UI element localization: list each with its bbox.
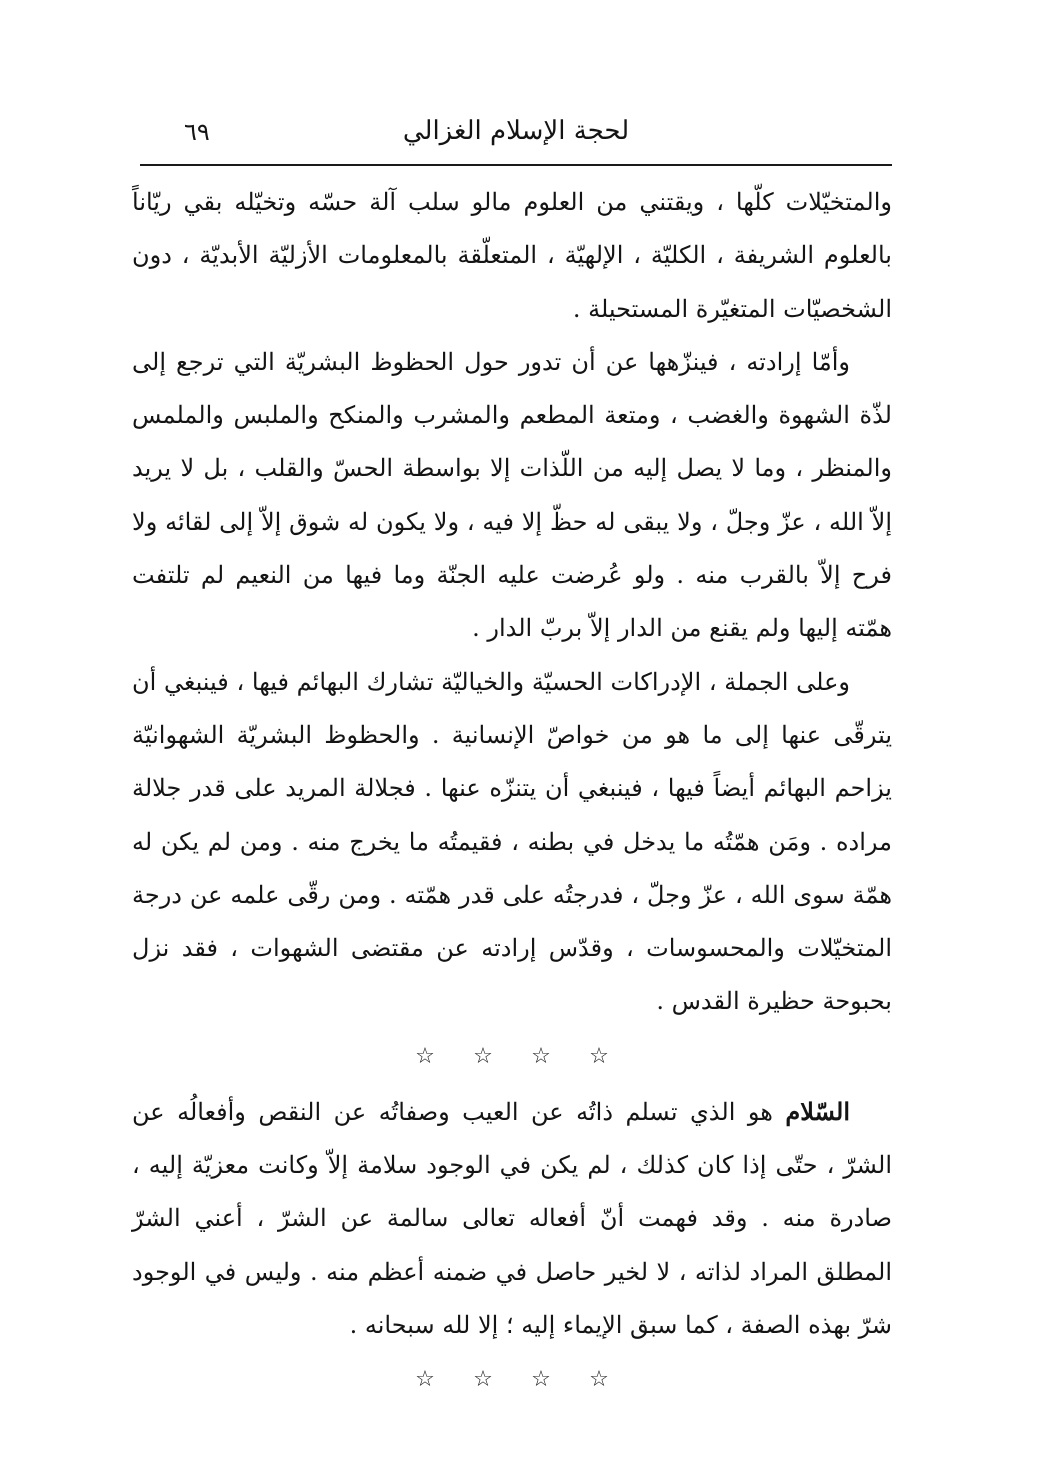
star-icon: ☆ [531, 1367, 551, 1393]
star-icon: ☆ [589, 1367, 609, 1393]
running-header [140, 112, 892, 158]
star-icon: ☆ [589, 1043, 609, 1069]
header-title: لحجة الإسلام الغزالي [402, 116, 630, 146]
al-salam-definition: هو الذي تسلم ذاتُه عن العيب وصفاتُه عن النقص وأفعالُه عن الشرّ ، حتّى إذا كان كذلك ، لم يكن في الوجود سلامة إلاّ وكانت معزيّة إليه ، صادرة منه . وقد فهمت أنّ أفعاله تعالى سالمة عن الشرّ ، أعني الشرّ المطلق المراد لذاته ، لا لخير حاصل في ضمنه أعظم منه . وليس في الوجود شرّ بهذه الصفة ، كما سبق الإيماء إليه ؛ إلا لله سبحانه . [132, 1097, 892, 1339]
divine-name-term: السّلام [785, 1096, 850, 1126]
star-icon: ☆ [473, 1367, 493, 1393]
paragraph-intellect-continuation: والمتخيّلات كلّها ، ويقتني من العلوم مالو سلب آلة حسّه وتخيّله بقي ريّاناً بالعلوم الشريفة ، الكليّة ، الإلهيّة ، المتعلّقة بالمعلومات الأزليّة الأبديّة ، دون الشخصيّات المتغيّرة المستحيلة . [132, 188, 892, 323]
star-icon: ☆ [531, 1043, 551, 1069]
star-icon: ☆ [415, 1367, 435, 1393]
star-icon: ☆ [473, 1043, 493, 1069]
header-rule [140, 164, 892, 166]
star-separator-2 [132, 1352, 892, 1408]
paragraph-al-salam [132, 1085, 892, 1352]
paragraph-will: وأمّا إرادته ، فينزّهها عن أن تدور حول الحظوظ البشريّة التي ترجع إلى لذّة الشهوة والغضب ، ومتعة المطعم والمشرب والمنكح والملبس والملمس والمنظر ، وما لا يصل إليه من اللّذات إلا بواسطة الحسّ والقلب ، بل لا يريد إلاّ الله ، عزّ وجلّ ، ولا يبقى له حظّ إلا فيه ، ولا يكون له شوق إلاّ إلى لقائه ولا فرح إلاّ بالقرب منه . ولو عُرضت عليه الجنّة وما فيها من النعيم لم تلتفت همّته إليها ولم يقنع من الدار إلاّ بربّ الدار . [132, 347, 892, 643]
star-icon: ☆ [415, 1043, 435, 1069]
body-text [132, 176, 892, 1408]
star-separator-1 [132, 1029, 892, 1085]
paragraph-summary: وعلى الجملة ، الإدراكات الحسيّة والخياليّة تشارك البهائم فيها ، فينبغي أن يترقّى عنها إلى ما هو من خواصّ الإنسانية . والحظوظ البشريّة الشهوانيّة يزاحم البهائم أيضاً فيها ، فينبغي أن يتنزّه عنها . فجلالة المريد على قدر جلالة مراده . ومَن همّتُه ما يدخل في بطنه ، فقيمتُه ما يخرج منه . ومن لم يكن له همّة سوى الله ، عزّ وجلّ ، فدرجتُه على قدر همّته . ومن رقّى علمه عن درجة المتخيّلات والمحسوسات ، وقدّس إرادته عن مقتضى الشهوات ، فقد نزل بحبوحة حظيرة القدس . [132, 667, 892, 1016]
page-number: ٦٩ [184, 118, 210, 146]
